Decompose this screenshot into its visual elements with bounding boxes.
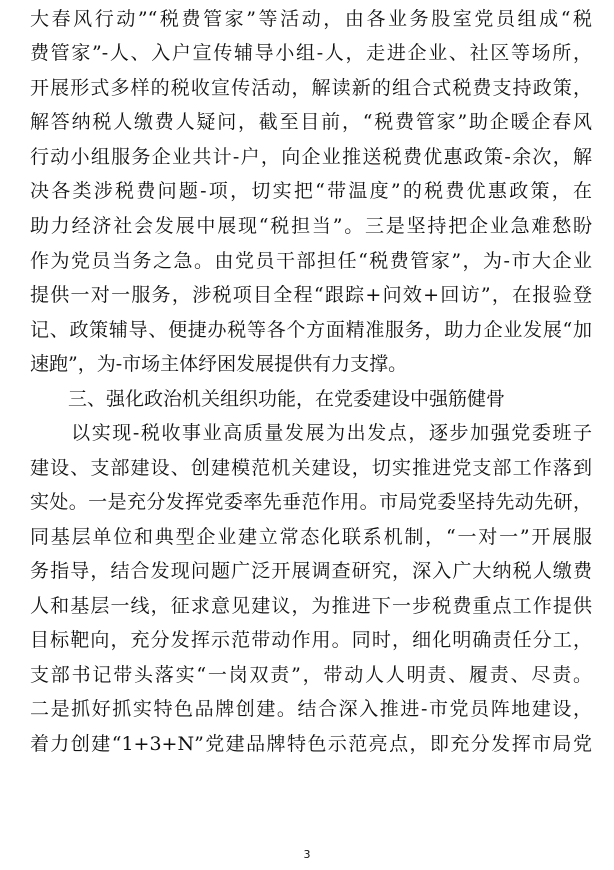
text-line: 实处。一是充分发挥党委率先垂范作用。市局党委坚持先动先研， — [30, 491, 592, 513]
text-line: 解答纳税人缴费人疑问，截至目前，“税费管家”助企暖企春风 — [30, 111, 592, 133]
section-heading: 三、强化政治机关组织功能，在党委建设中强筋健骨 — [30, 388, 506, 410]
text-line: 助力经济社会发展中展现“税担当”。三是坚持把企业急难愁盼 — [30, 215, 592, 237]
text-line: 目标靶向，充分发挥示范带动作用。同时，细化明确责任分工， — [30, 629, 592, 651]
text-line: 二是抓好抓实特色品牌创建。结合深入推进-市党员阵地建设， — [30, 698, 592, 720]
text-line: 作为党员当务之急。由党员干部担任“税费管家”，为-市大企业 — [30, 250, 592, 272]
text-line: 开展形式多样的税收宣传活动，解读新的组合式税费支持政策， — [30, 77, 592, 99]
text-line: 着力创建“1+3+N”党建品牌特色示范亮点，即充分发挥市局党 — [30, 733, 592, 755]
text-line: 记、政策辅导、便捷办税等各个方面精准服务，助力企业发展“加 — [30, 319, 592, 341]
text-line: 以实现-税收事业高质量发展为出发点，逐步加强党委班子 — [30, 422, 592, 444]
text-line: 支部书记带头落实“一岗双责”，带动人人明责、履责、尽责。 — [30, 664, 592, 686]
page-number: 3 — [303, 848, 311, 861]
text-line: 人和基层一线，征求意见建议，为推进下一步税费重点工作提供 — [30, 595, 592, 617]
text-line: 行动小组服务企业共计-户，向企业推送税费优惠政策-余次，解 — [30, 146, 592, 168]
text-line: 费管家”-人、入户宣传辅导小组-人，走进企业、社区等场所， — [30, 42, 592, 64]
text-line: 速跑”，为-市场主体纾困发展提供有力支撑。 — [30, 353, 408, 375]
text-line: 务指导，结合发现问题广泛开展调查研究，深入广大纳税人缴费 — [30, 560, 592, 582]
text-line: 大春风行动”“税费管家”等活动，由各业务股室党员组成“税 — [30, 8, 592, 30]
text-line: 提供一对一服务，涉税项目全程“跟踪+问效+回访”，在报验登 — [30, 284, 592, 306]
text-line: 同基层单位和典型企业建立常态化联系机制，“一对一”开展服 — [30, 526, 592, 548]
text-line: 建设、支部建设、创建模范机关建设，切实推进党支部工作落到 — [30, 457, 592, 479]
text-line: 决各类涉税费问题-项，切实把“带温度”的税费优惠政策，在 — [30, 180, 592, 202]
